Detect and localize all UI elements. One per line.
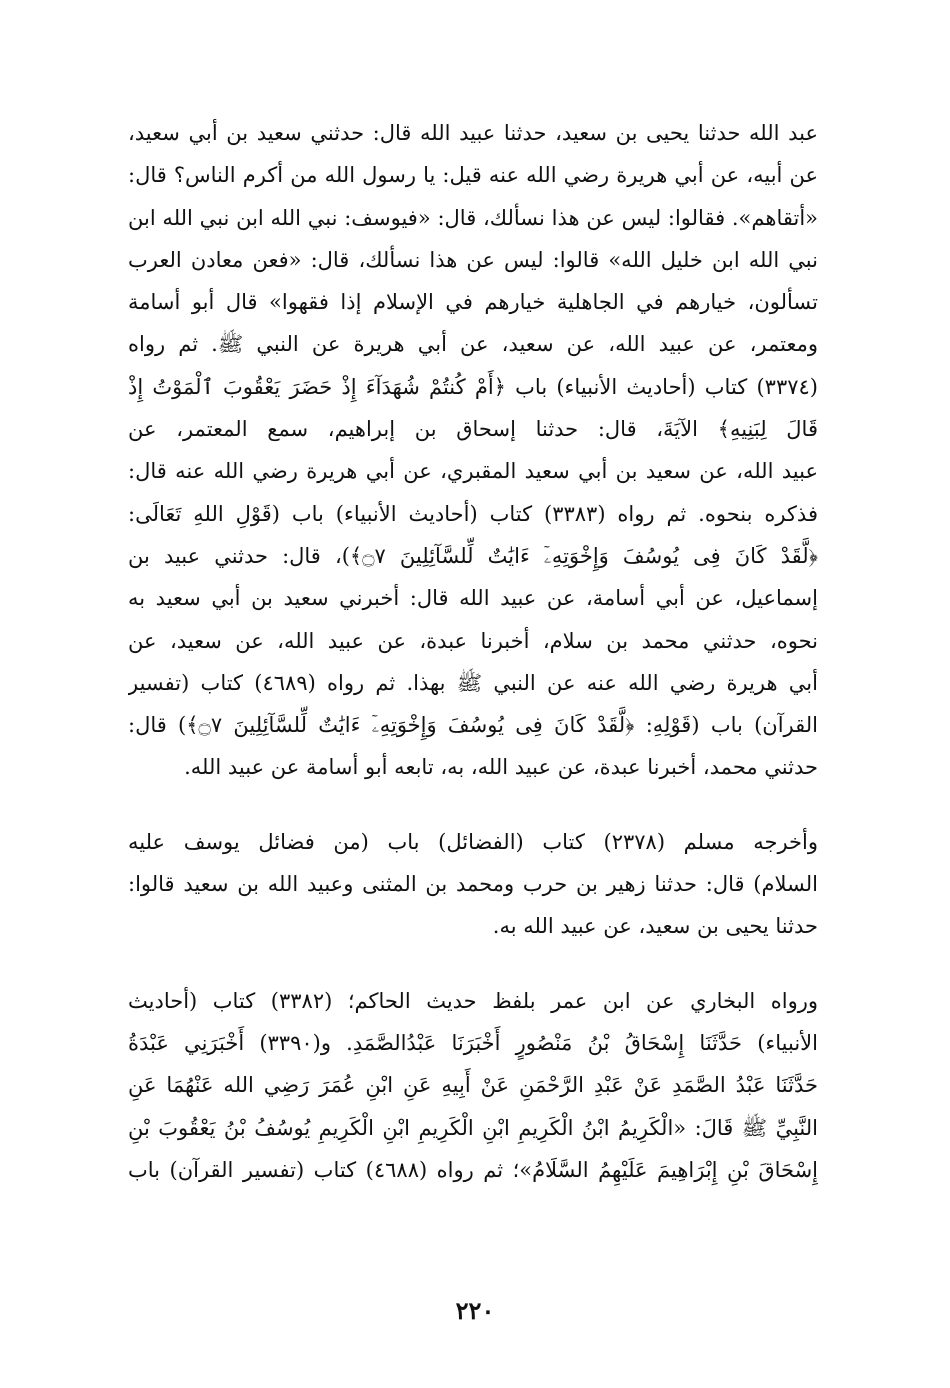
text-line: وأخرجه مسلم (٢٣٧٨) كتاب (الفضائل) باب (من فضائل يوسف عليه xyxy=(128,829,818,854)
text-line: نحوه، حدثني محمد بن سلام، أخبرنا عبدة، عن عبيد الله، عن سعيد، عن xyxy=(128,628,818,653)
text-line: عن أبيه، عن أبي هريرة رضي الله عنه قيل: يا رسول الله من أكرم الناس؟ قال: xyxy=(128,163,818,188)
text-line: ورواه البخاري عن ابن عمر بلفظ حديث الحاكم؛ (٣٣٨٢) كتاب (أحاديث xyxy=(128,988,818,1013)
paragraph-gap xyxy=(128,789,818,821)
text-line: نبي الله ابن خليل الله» قالوا: ليس عن هذا نسألك، قال: «فعن معادن العرب xyxy=(128,247,818,272)
paragraph-1 xyxy=(128,112,818,789)
text-line: ومعتمر، عن عبيد الله، عن سعيد، عن أبي هريرة عن النبي ﷺ. ثم رواه xyxy=(128,332,818,357)
page-body xyxy=(128,112,818,1191)
page-number: ٢٢٠ xyxy=(455,1296,495,1325)
text-line: حدثنا يحيى بن سعيد، عن عبيد الله به. xyxy=(492,914,818,939)
text-line: «أتقاهم». فقالوا: ليس عن هذا نسألك، قال: «فيوسف: نبي الله ابن نبي الله ابن xyxy=(128,205,818,230)
text-line: تسألون، خيارهم في الجاهلية خيارهم في الإسلام إذا فقهوا» قال أبو أسامة xyxy=(128,290,818,315)
text-line: إسماعيل، عن أبي أسامة، عن عبيد الله قال: أخبرني سعيد بن أبي سعيد به xyxy=(128,586,818,611)
text-line: عبيد الله، عن سعيد بن أبي سعيد المقبري، عن أبي هريرة رضي الله عنه قال: xyxy=(128,459,818,484)
text-line: عبد الله حدثنا يحيى بن سعيد، حدثنا عبيد الله قال: حدثني سعيد بن أبي سعيد، xyxy=(128,121,818,145)
paragraph-2 xyxy=(128,821,818,948)
text-line: (٣٣٧٤) كتاب (أحاديث الأنبياء) باب ﴿أَمْ كُنتُمْ شُهَدَآءَ إِذْ حَضَرَ يَعْقُوبَ ٱلْمَوْتُ إِذْ xyxy=(128,374,818,399)
text-line: ﴿لَّقَدْ كَانَ فِى يُوسُفَ وَإِخْوَتِهِۦٓ ءَايَٰتٌ لِّلسَّآئِلِينَ ۝٧﴾)، قال: حدثني عبيد بن xyxy=(128,543,818,568)
text-line: الأنبياء) حَدَّثَنَا إِسْحَاقُ بْنُ مَنْصُورٍ أَخْبَرَنَا عَبْدُالصَّمَدِ. و(٣٣٩٠) أَخْبَرَنِي عَبْدَةُ xyxy=(128,1030,818,1055)
text-line: النَّبِيِّ ﷺ قَالَ: «الْكَرِيمُ ابْنُ الْكَرِيمِ ابْنِ الْكَرِيمِ ابْنِ الْكَرِيمِ يُوسُفُ بْنُ يَعْقُوبَ بْنِ xyxy=(128,1115,818,1140)
paragraph-3 xyxy=(128,980,818,1191)
text-line: قَالَ لِبَنِيهِ﴾ الآيَةَ، قال: حدثنا إسحاق بن إبراهيم، سمع المعتمر، عن xyxy=(128,417,818,442)
text-line: السلام) قال: حدثنا زهير بن حرب ومحمد بن المثنى وعبيد الله بن سعيد قالوا: xyxy=(128,872,818,897)
text-line: القرآن) باب (قَوْلِهِ: ﴿لَّقَدْ كَانَ فِى يُوسُفَ وَإِخْوَتِهِۦٓ ءَايَٰتٌ لِّلسَّآئِلِينَ ۝٧﴾) قال: xyxy=(128,713,818,738)
text-line: فذكره بنحوه. ثم رواه (٣٣٨٣) كتاب (أحاديث الأنبياء) باب (قَوْلِ اللهِ تَعَالَى: xyxy=(128,501,818,526)
text-line: حدثني محمد، أخبرنا عبدة، عن عبيد الله، به، تابعه أبو أسامة عن عبيد الله. xyxy=(184,755,818,780)
text-line: حَدَّثَنَا عَبْدُ الصَّمَدِ عَنْ عَبْدِ الرَّحْمَنِ عَنْ أَبِيهِ عَنِ ابْنِ عُمَرَ رَضِي الله عَنْهُمَا عَنِ xyxy=(128,1073,818,1098)
text-line: أبي هريرة رضي الله عنه عن النبي ﷺ بهذا. ثم رواه (٤٦٨٩) كتاب (تفسير xyxy=(128,670,818,695)
paragraph-gap xyxy=(128,948,818,980)
text-line: إِسْحَاقَ بْنِ إِبْرَاهِيمَ عَلَيْهِمُ السَّلَامُ»؛ ثم رواه (٤٦٨٨) كتاب (تفسير القرآن) باب xyxy=(128,1157,818,1182)
